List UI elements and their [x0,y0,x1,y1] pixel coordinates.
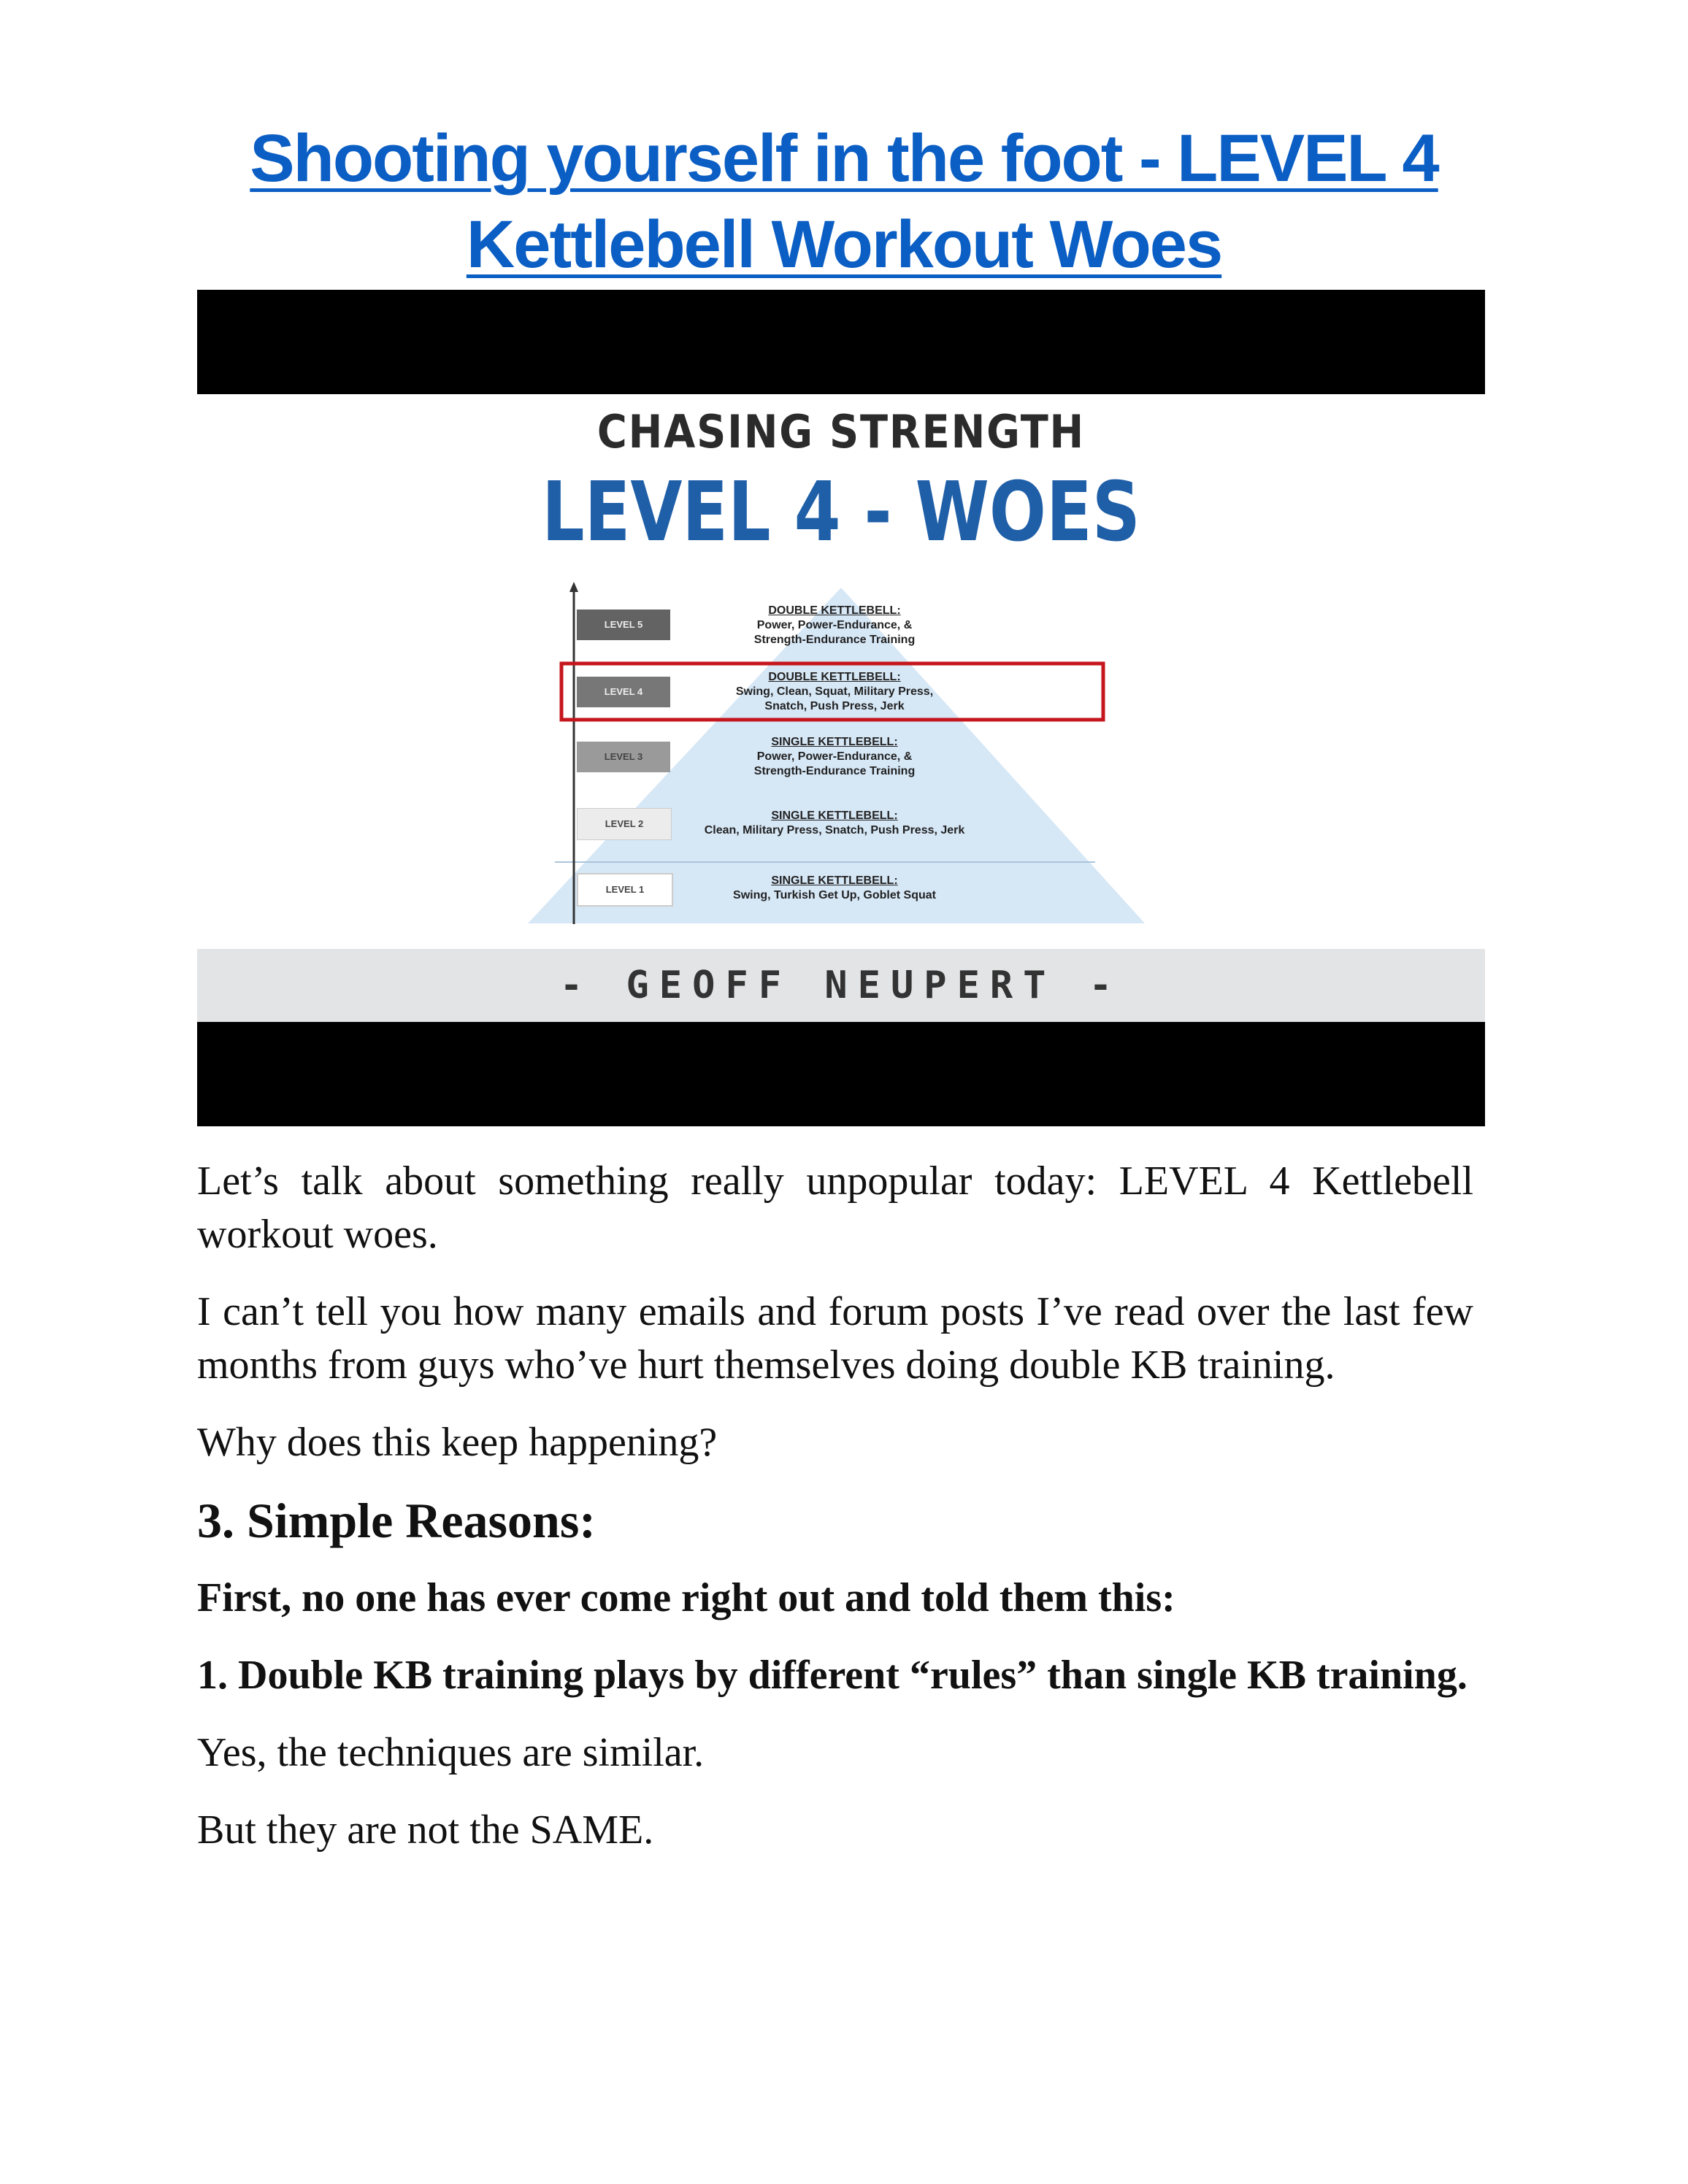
paragraph: But they are not the SAME. [197,1807,654,1853]
paragraph: Yes, the techniques are similar. [197,1730,705,1775]
section-heading: 3. Simple Reasons: [197,1493,596,1548]
level-3-text: SINGLE KETTLEBELL: Power, Power-Endurance, & Strength-Endurance Training [753,736,916,777]
level-3-box: LEVEL 3 [577,742,670,772]
level-5-text: DOUBLE KETTLEBELL: Power, Power-Endurance, & Strength-Endurance Training [753,604,916,646]
level-2-box: LEVEL 2 [577,808,672,840]
axis-arrow-icon [569,582,578,592]
paragraph-bold: First, no one has ever come right out and told them this: [197,1575,1175,1620]
paragraph: Let’s talk about something really unpopular today: LEVEL 4 Kettlebell workout woes. [197,1158,1473,1257]
level-5-box: LEVEL 5 [577,610,670,640]
article-title[interactable] [0,115,1688,288]
paragraph: I can’t tell you how many emails and forum posts I’ve read over the last few months from guys who’ve hurt themselves doing double KB training. [197,1289,1473,1388]
level-2-text: SINGLE KETTLEBELL: Clean, Military Press, Snatch, Push Press, Jerk [704,810,965,837]
title-link-line1[interactable]: Shooting yourself in the foot - LEVEL 4 [250,121,1438,196]
article-body [197,1155,1473,1857]
article-image [197,290,1485,1126]
title-link-line2[interactable]: Kettlebell Workout Woes [466,207,1222,282]
paragraph: Why does this keep happening? [197,1420,718,1465]
level-4-box: LEVEL 4 [577,677,670,707]
level-4-text: DOUBLE KETTLEBELL: Swing, Clean, Squat, Military Press, Snatch, Push Press, Jerk [735,671,934,712]
image-header: CHASING STRENGTH [596,405,1086,458]
image-subheader: LEVEL 4 - WOES [542,465,1140,560]
bottom-black-bar [197,1022,1485,1126]
paragraph-bold: 1. Double KB training plays by different “rules” than single KB training. [197,1653,1468,1698]
author-band: - GEOFF NEUPERT - [197,949,1485,1022]
level-1-text: SINGLE KETTLEBELL: Swing, Turkish Get Up, Goblet Squat [733,874,936,901]
level-1-box: LEVEL 1 [577,873,673,907]
